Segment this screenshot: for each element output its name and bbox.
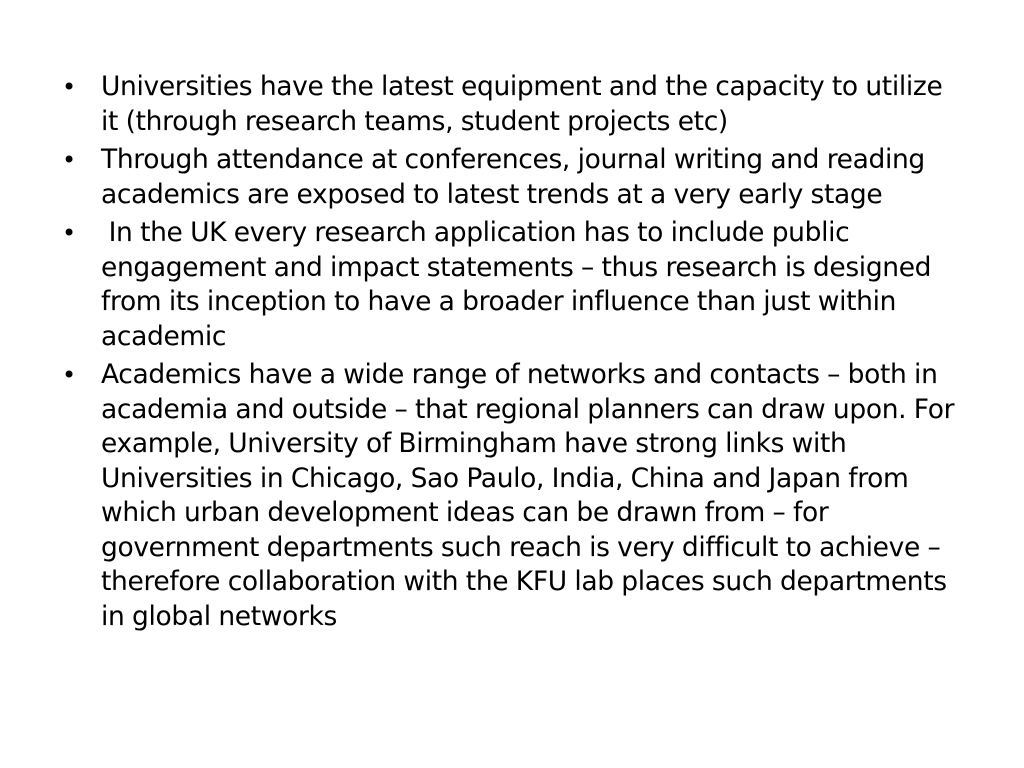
bullet-dot-icon: • [62,146,76,174]
bullet-item-1 [62,70,967,139]
bullet-text: Through attendance at conferences, journal writing and reading academics are exposed to latest trends at a very early stage [101,144,933,210]
bullet-item-3 [62,216,967,354]
bullet-text: Universities have the latest equipment and the capacity to utilize it (through research teams, student projects etc) [101,71,950,137]
bullet-text: Academics have a wide range of networks and contacts – both in academia and outside – that regional planners can draw upon. For example, University of Birmingham have strong links with Universities in Chicago, Sao Paulo, India, China and Japan from which urban development ideas can be drawn from – for government departments such reach is very difficult to achieve – therefore collaboration with the KFU lab places such departments in global networks [101,359,962,632]
bullet-dot-icon: • [62,219,76,247]
bullet-list [62,70,967,638]
bullet-item-4 [62,358,967,634]
bullet-dot-icon: • [62,73,76,101]
bullet-item-2 [62,143,967,212]
bullet-dot-icon: • [62,361,76,389]
bullet-text: In the UK every research application has to include public engagement and impact statements – thus research is designed from its inception to have a broader influence than just within academic [101,217,939,352]
